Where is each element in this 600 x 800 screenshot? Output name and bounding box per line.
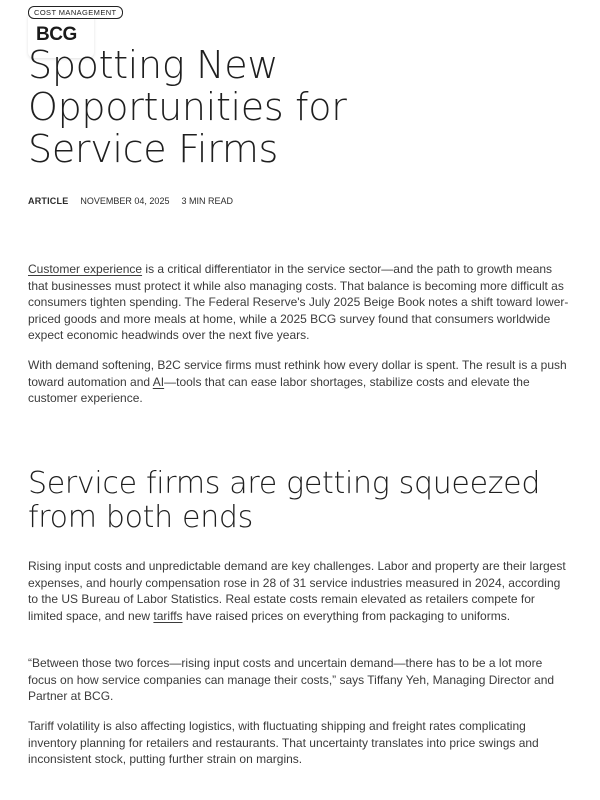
bcg-logo[interactable]: BCG <box>36 24 77 45</box>
section-paragraph-1: Rising input costs and unpredictable demand are key challenges. Labor and property are their largest expenses, and hourly compensation rose in 28 of 31 service industries measured in 2024, according to the US Bureau of Labor Statistics. Real estate costs remain elevated as retailers compete for limited space, and new tariffs have raised prices on everything from packaging to uniforms. <box>28 559 566 623</box>
tariffs-link[interactable]: tariffs <box>153 608 183 623</box>
read-time: 3 MIN READ <box>181 196 233 206</box>
section-heading: Service firms are getting squeezed from both ends <box>28 466 541 535</box>
intro-paragraph-1: Customer experience is a critical differentiator in the service sector—and the path to growth means that businesses must protect it while also managing costs. That balance is becoming more difficult as consumers tighten spending. The Federal Reserve's July 2025 Beige Book notes a shift toward lower-priced goods and more meals at home, while a 2025 BCG survey found that consumers worldwide expect economic headwinds over the next five years. <box>28 262 569 342</box>
intro-paragraph-2: With demand softening, B2C service firms must rethink how every dollar is spent. The result is a push toward automation and AI—tools that can ease labor shortages, stabilize costs and elevate the customer experience. <box>28 358 567 405</box>
article-meta <box>28 196 233 206</box>
section-paragraph-3: Tariff volatility is also affecting logistics, with fluctuating shipping and freight rates complicating inventory planning for retailers and restaurants. That uncertainty translates into price swings and inconsistent stock, putting further strain on margins. <box>28 719 539 766</box>
article-type: ARTICLE <box>28 196 69 206</box>
customer-experience-link[interactable]: Customer experience <box>28 262 143 276</box>
page-title: Spotting New Opportunities for Service Firms <box>28 43 347 171</box>
article-date: NOVEMBER 04, 2025 <box>80 196 170 206</box>
ai-link[interactable]: AI <box>152 374 165 389</box>
topic-tag[interactable]: COST MANAGEMENT <box>28 6 123 19</box>
quote-paragraph: “Between those two forces—rising input costs and uncertain demand—there has to be a lot more focus on how service companies can manage their costs,” says Tiffany Yeh, Managing Director and Partner at BCG. <box>28 656 555 703</box>
